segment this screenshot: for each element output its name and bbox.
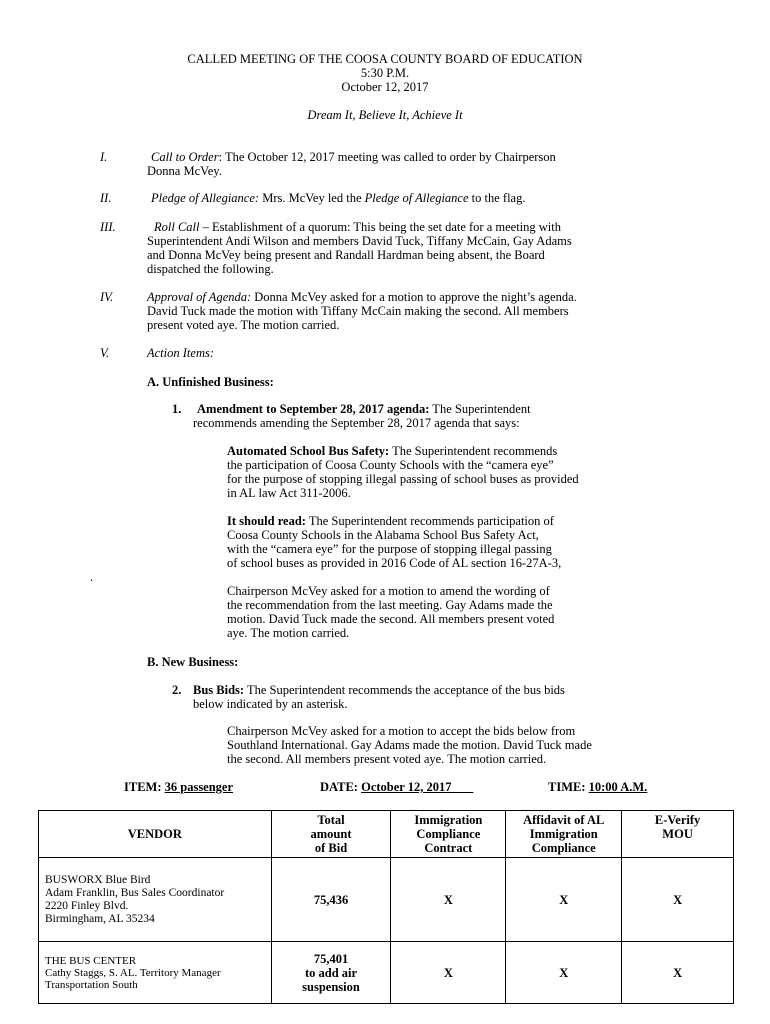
item-number-iii: III. xyxy=(100,220,116,234)
total-cell: 75,436 xyxy=(271,858,391,942)
pledge-label-2: Pledge of Allegiance xyxy=(364,191,469,205)
bid-table xyxy=(38,810,734,1004)
bids-motion-text-2: Southland International. Gay Adams made the motion. David Tuck made xyxy=(227,738,592,752)
action-items-label: Action Items: xyxy=(147,346,214,360)
roll-call-text-4: dispatched the following. xyxy=(147,262,274,276)
bus-bids-text-1: The Superintendent recommends the acceptance of the bus bids xyxy=(244,683,565,697)
document-title: CALLED MEETING OF THE COOSA COUNTY BOARD OF EDUCATION xyxy=(187,52,583,66)
bid-date xyxy=(320,780,473,794)
new-business-heading: B. New Business: xyxy=(147,655,239,669)
roll-call-text-3: and Donna McVey being present and Randall Hardman being absent, the Board xyxy=(147,248,545,262)
amend-motion-text-2: the recommendation from the last meeting. Gay Adams made the xyxy=(227,598,553,612)
roll-call-text-1: – Establishment of a quorum: This being the set date for a meeting with xyxy=(199,220,561,234)
call-to-order-text-2: Donna McVey. xyxy=(147,164,222,178)
bid-time-value: 10:00 A.M. xyxy=(588,780,648,794)
bids-motion xyxy=(227,724,697,766)
approval-text-2: David Tuck made the motion with Tiffany McCain making the second. All members xyxy=(147,304,569,318)
revised-wording xyxy=(227,514,697,570)
original-wording xyxy=(227,444,697,500)
revised-wording-text-3: with the “camera eye” for the purpose of stopping illegal passing xyxy=(227,542,552,556)
amend-motion xyxy=(227,584,697,640)
item-number-i: I. xyxy=(100,150,108,164)
everify-cell: X xyxy=(622,858,734,942)
stray-dot: . xyxy=(90,570,94,584)
revised-wording-label: It should read: xyxy=(227,514,306,528)
pledge-label: Pledge of Allegiance: xyxy=(151,191,260,205)
amend-motion-text-4: aye. The motion carried. xyxy=(227,626,350,640)
everify-header: E-Verify MOU xyxy=(622,811,734,858)
motto: Dream It, Believe It, Achieve It xyxy=(307,108,463,122)
table-row xyxy=(39,942,734,1004)
immigration-cell: X xyxy=(391,858,506,942)
pledge-text-end: to the flag. xyxy=(468,191,526,205)
roll-call xyxy=(147,220,687,276)
amend-motion-text-1: Chairperson McVey asked for a motion to amend the wording of xyxy=(227,584,550,598)
bus-bids-item xyxy=(193,683,733,711)
original-wording-text-1: The Superintendent recommends xyxy=(389,444,558,458)
call-to-order xyxy=(147,150,687,178)
item-number-iv: IV. xyxy=(100,290,114,304)
amendment-text-1: The Superintendent xyxy=(429,402,531,416)
meeting-date: October 12, 2017 xyxy=(341,80,429,94)
approval-label: Approval of Agenda: xyxy=(147,290,252,304)
affidavit-header: Affidavit of AL Immigration Compliance xyxy=(506,811,622,858)
immigration-header: Immigration Compliance Contract xyxy=(391,811,506,858)
amendment-item xyxy=(193,402,733,430)
item-2-number: 2. xyxy=(172,683,182,697)
affidavit-cell: X xyxy=(506,858,622,942)
revised-wording-text-2: Coosa County Schools in the Alabama School Bus Safety Act, xyxy=(227,528,539,542)
call-to-order-text: : The October 12, 2017 meeting was called to order by Chairperson xyxy=(218,150,556,164)
amendment-label: Amendment to September 28, 2017 agenda: xyxy=(197,402,430,416)
pledge xyxy=(147,191,687,205)
bids-motion-text-1: Chairperson McVey asked for a motion to accept the bids below from xyxy=(227,724,576,738)
immigration-cell: X xyxy=(391,942,506,1004)
call-to-order-label: Call to Order xyxy=(151,150,219,164)
vendor-cell: BUSWORX Blue Bird Adam Franklin, Bus Sales Coordinator 2220 Finley Blvd. Birmingham, AL 35234 xyxy=(39,858,272,942)
bid-item-value: 36 passenger xyxy=(164,780,234,794)
roll-call-label: Roll Call xyxy=(154,220,200,234)
approval-of-agenda xyxy=(147,290,687,332)
bid-time xyxy=(548,780,647,794)
item-number-v: V. xyxy=(100,346,110,360)
pledge-text: Mrs. McVey led the xyxy=(259,191,365,205)
bus-bids-label: Bus Bids: xyxy=(193,683,245,697)
meeting-time: 5:30 P.M. xyxy=(360,66,410,80)
vendor-cell: THE BUS CENTER Cathy Staggs, S. AL. Territory Manager Transportation South xyxy=(39,942,272,1004)
original-wording-text-4: in AL law Act 311-2006. xyxy=(227,486,351,500)
affidavit-cell: X xyxy=(506,942,622,1004)
revised-wording-text-4: of school buses as provided in 2016 Code of AL section 16-27A-3, xyxy=(227,556,562,570)
amendment-text-2: recommends amending the September 28, 2017 agenda that says: xyxy=(193,416,520,430)
bids-motion-text-3: the second. All members present voted aye. The motion carried. xyxy=(227,752,547,766)
bid-date-label: DATE: xyxy=(320,780,358,794)
bid-item xyxy=(124,780,233,794)
original-wording-text-3: for the purpose of stopping illegal passing of school buses as provided xyxy=(227,472,579,486)
unfinished-business-heading: A. Unfinished Business: xyxy=(147,375,274,389)
bid-item-label: ITEM: xyxy=(124,780,162,794)
amend-motion-text-3: motion. David Tuck made the second. All members present voted xyxy=(227,612,555,626)
table-header-row xyxy=(39,811,734,858)
roll-call-text-2: Superintendent Andi Wilson and members David Tuck, Tiffany McCain, Gay Adams xyxy=(147,234,572,248)
approval-text-1: Donna McVey asked for a motion to approve the night’s agenda. xyxy=(251,290,577,304)
everify-cell: X xyxy=(622,942,734,1004)
total-cell: 75,401 to add air suspension xyxy=(271,942,391,1004)
item-number-ii: II. xyxy=(100,191,112,205)
table-row xyxy=(39,858,734,942)
original-wording-text-2: the participation of Coosa County Schools with the “camera eye” xyxy=(227,458,554,472)
bid-time-label: TIME: xyxy=(548,780,586,794)
vendor-header: VENDOR xyxy=(39,811,272,858)
item-1-number: 1. xyxy=(172,402,182,416)
revised-wording-text-1: The Superintendent recommends participation of xyxy=(305,514,554,528)
total-header: Total amount of Bid xyxy=(271,811,391,858)
bid-date-value: October 12, 2017 xyxy=(361,780,452,794)
bus-bids-text-2: below indicated by an asterisk. xyxy=(193,697,348,711)
approval-text-3: present voted aye. The motion carried. xyxy=(147,318,340,332)
original-wording-label: Automated School Bus Safety: xyxy=(227,444,390,458)
